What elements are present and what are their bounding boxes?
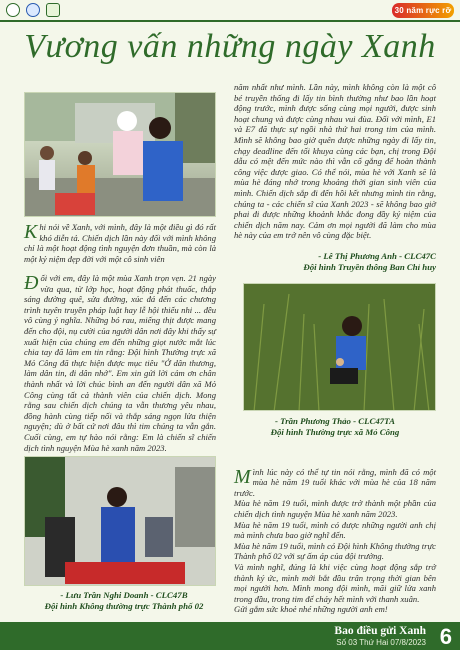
- union-emblem-icon: [26, 3, 40, 17]
- anniversary-logo: [392, 3, 454, 18]
- author-name: - Lưu Trần Nghi Doanh - CLC47B: [60, 590, 188, 600]
- dropcap: Đ: [24, 272, 39, 294]
- dropcap: M: [234, 465, 251, 488]
- volunteer-in-field-photo: [243, 283, 436, 411]
- school-emblem-icon: [6, 3, 20, 17]
- author-team: Đội hình Thường trực xã Mỏ Công: [270, 427, 400, 437]
- story-paragraph: [24, 273, 216, 453]
- newsletter-name: Bao điều gửi Xanh: [334, 625, 426, 637]
- story-paragraph-text: ối với em, đây là một mùa Xanh trọn vẹn. 21 ngày vừa qua, từ lớp học, hoạt động phát thuốc, thắp sáng đường quê, sửa đường, xúc đá đến các chương trình tuyên truyền pháp luật hay lễ hội thiếu nhi ... đều vô cùng ý nghĩa. Những bó rau, miếng thịt được mang đến cho đội, nụ cười của người dân nơi đây khi thấy sự xuất hiện của chúng em đến những giọt nước mắt lúc chia tay đã làm em tin rằng: Đội hình Thường trực xã Mỏ Công đã thực hiện được mục tiêu "Ở dân thương, làm dân tin, đi dân nhớ". Em xin gửi lời cảm ơn chân thành nhất và lời chúc bình an đến người dân xã Mỏ Công cùng tất cả thành viên của chiến dịch. Mong rằng sau chiến dịch chúng ta vẫn thương yêu nhau, đồng hành cùng tiếp nối và thắp sáng ngọn lửa thiện nguyện; dù ở bất cứ nơi đâu thì tim chúng ta vẫn gắn. Cuối cùng, em tự hào nói rằng: Em là chiến sĩ chiến dịch tình nguyện Mùa hè xanh năm 2023.: [24, 273, 216, 453]
- continuation-paragraph-text: năm nhất như mình. Lần này, mình không còn là một cô bé truyền thống đi lấy tin bình thường như bao lần hoạt động trước, mình được sống cùng mọi người, được sinh hoạt chung và được cùng nhau vui đùa. Đối với mình, E1 và E7 đã thực sự ngồi nhà thứ hai trong tim của mình. Mình sẽ không bao giờ quên được những ngày đi lấy tin, chạy deadline đến tối khuya cùng các bạn, chị trong Đội dẫu có mệt đến mức nào thì vẫn cố gắng để hoàn thành công việc được giao. Có thể nói, mùa hè với Xanh sẽ là mùa hè đáng nhớ trong khoảng thời gian sinh viên của mình. Chiến dịch sắp đi đến hồi kết nhưng mình tin rằng, chúng ta - các chiến sĩ của Xanh 2023 - sẽ không bao giờ phai đi được những khoảnh khắc đong đầy kỷ niệm của chiến dịch năm nay. Cảm ơn mọi người đã làm cho mùa hè này của em trở nên vô cùng đặc biệt.: [234, 82, 436, 241]
- youth-emblem-icon: [46, 3, 60, 17]
- logo-group: [6, 3, 60, 17]
- page-number: 6: [439, 624, 452, 649]
- author-signature-2: [234, 416, 436, 438]
- top-bar: [0, 0, 460, 22]
- issue-info: Số 03 Thứ Hai 07/8/2023: [336, 638, 426, 647]
- author-name: - Lê Thị Phương Anh - CLC47C: [318, 251, 436, 261]
- reflection-paragraph-text: ình lúc này có thể tự tin nói rằng, mình đã có một mùa hè năm 19 tuổi khác với mùa hè của 18 năm trước. Mùa hè năm 19 tuổi, mình được trở thành một phần của chiến dịch tình nguyện Mùa hè xanh năm 2023. Mùa hè năm 19 tuổi, mình có được những người anh chị mà mình chưa bao giờ nghĩ đến. Mùa hè năm 19 tuổi, mình có Đội hình Không thường trực Thành phố 02 với sự ấm áp của đội trưởng. Và mình nghĩ, đúng là khi việc cùng hoạt động sắp trở thành ký ức, mình mới bắt đầu trân trọng thời gian bên mọi người hơn. Mình mong đội mình, mãi giữ lửa xanh trong đầu, trong tim để cháy hết mình với thanh xuân. Gửi gắm sức khoẻ nhé những người anh em!: [234, 466, 436, 615]
- reflection-paragraph: [234, 456, 436, 615]
- anniversary-logo-text: 30 năm rực rỡ: [394, 6, 452, 15]
- page-footer: [0, 622, 460, 650]
- author-signature-1: [234, 251, 436, 273]
- intro-paragraph: [24, 222, 216, 264]
- speaker-at-event-photo: [24, 456, 216, 586]
- author-name: - Trần Phương Thảo - CLC47TA: [275, 416, 395, 426]
- author-team: Đội hình Không thường trực Thành phố 02: [44, 601, 204, 611]
- continuation-paragraph: [234, 82, 436, 241]
- author-team: Đội hình Truyền thông Ban Chỉ huy: [303, 262, 436, 272]
- intro-paragraph-text: hi nói về Xanh, với mình, đây là một điều gì đó rất khó diễn tả. Chiến dịch lần này đối với mình không chỉ là một hoạt động tình nguyện đơn thuần, mà còn là một kỷ niệm đẹp đời với một cô sinh viên: [24, 222, 216, 264]
- article-title: Vương vấn những ngày Xanh: [24, 28, 436, 65]
- volunteer-with-children-photo: [24, 92, 216, 217]
- author-signature-3: [24, 590, 224, 612]
- dropcap: K: [24, 221, 38, 243]
